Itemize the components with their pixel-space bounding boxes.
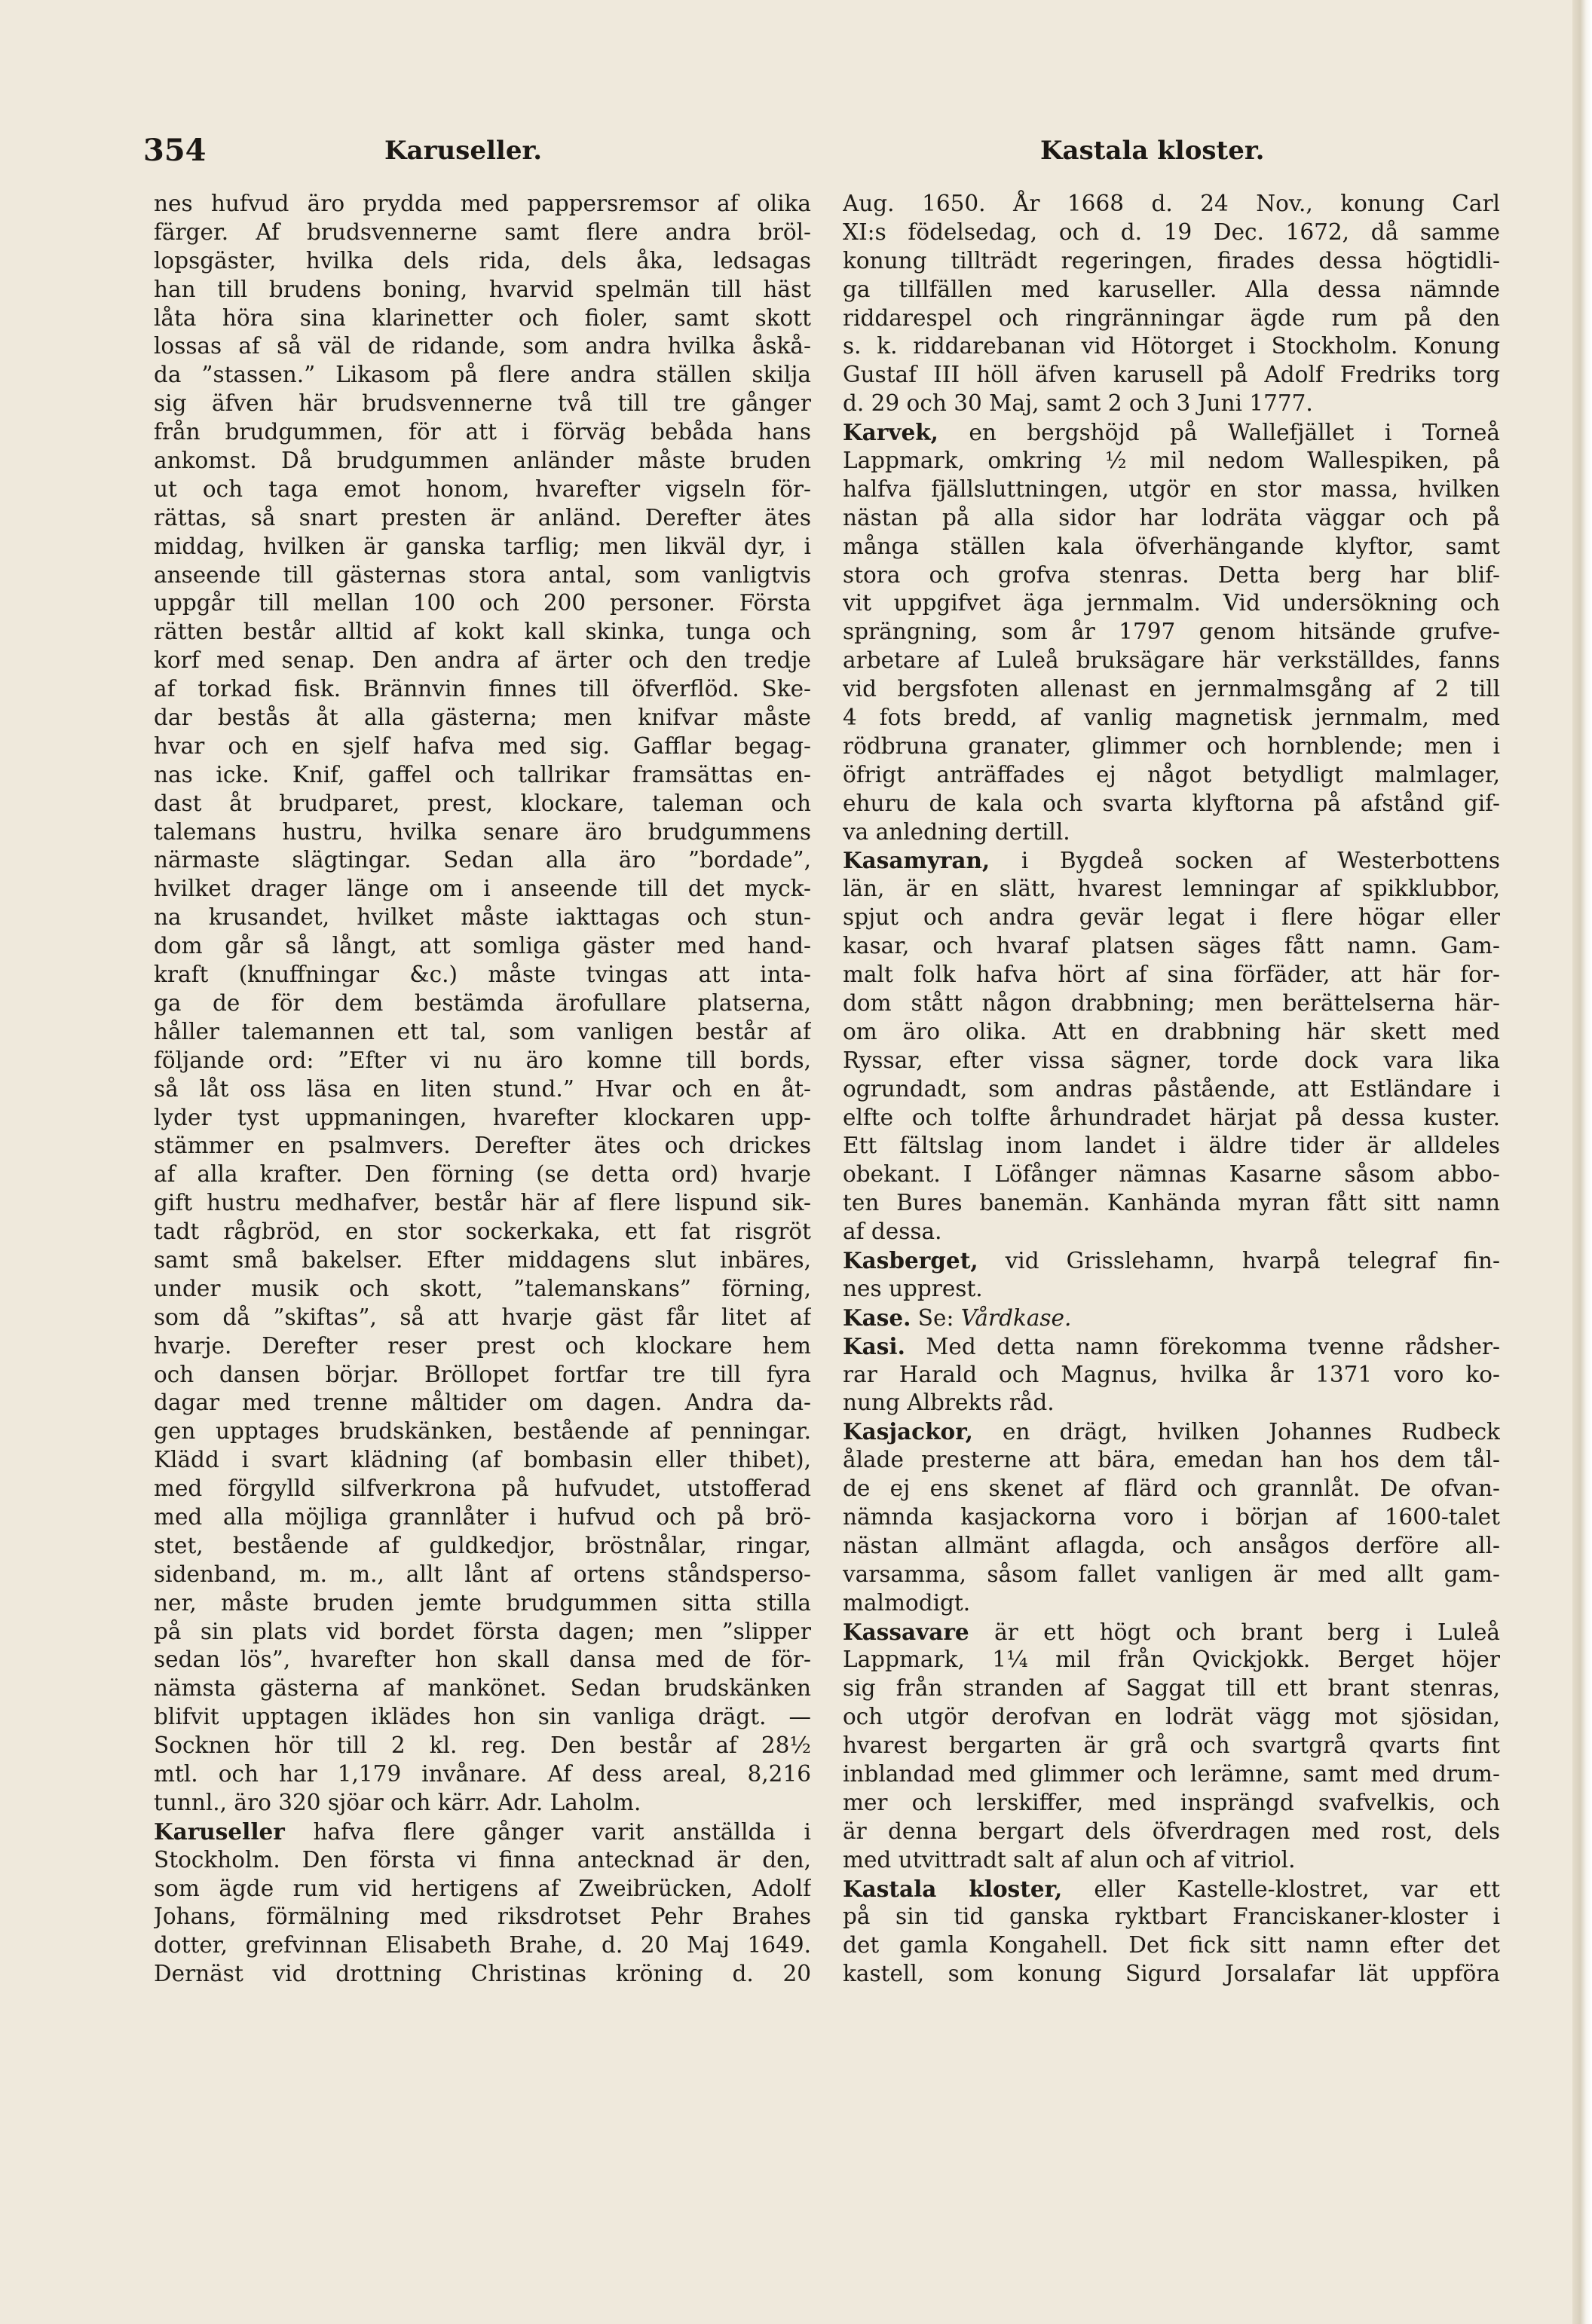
text-line	[843, 1160, 1500, 1189]
line-text: närmaste slägtingar. Sedan alla äro ”bordade”,	[154, 847, 811, 873]
line-text: na krusandet, hvilket måste iakttagas och stun-	[154, 904, 811, 931]
text-line	[154, 1075, 811, 1104]
line-text: Ryssar, efter vissa sägner, torde dock vara lika	[843, 1047, 1500, 1073]
text-line	[154, 190, 811, 219]
text-line	[843, 1818, 1500, 1846]
line-text: sedan lös”, hvarefter hon skall dansa med de för-	[154, 1647, 811, 1673]
text-line	[154, 332, 811, 361]
text-line	[154, 1160, 811, 1189]
line-text: dast åt brudparet, prest, klockare, taleman och	[154, 790, 811, 816]
right-running-title: Kastala kloster.	[1040, 136, 1265, 166]
text-line	[154, 447, 811, 476]
entry-headword: Kassavare	[843, 1618, 969, 1645]
text-line	[154, 1931, 811, 1960]
line-text: kastell, som konung Sigurd Jorsalafar lät uppföra	[843, 1961, 1500, 1987]
line-text: i Bygdeå socken af Westerbottens	[990, 848, 1500, 874]
text-line	[154, 875, 811, 904]
line-text: inblandad med glimmer och lerämne, samt med drum-	[843, 1760, 1500, 1787]
line-text: många ställen kala öfverhängande klyftor, samt	[843, 533, 1500, 559]
line-text: anseende till gästernas stora antal, som vanligtvis	[154, 561, 811, 588]
line-text: lossas af så väl de ridande, som andra hvilka åskå-	[154, 333, 811, 359]
text-line	[843, 247, 1500, 276]
text-line	[843, 932, 1500, 961]
text-line	[154, 1789, 811, 1818]
line-text: malt folk hafva hört af sina förfäder, att här for-	[843, 962, 1500, 988]
line-text: dar bestås åt alla gästerna; men knifvar måste	[154, 705, 811, 731]
line-text: tunnl., äro 320 sjöar och kärr. Adr. Laholm.	[154, 1789, 641, 1815]
line-text: Socknen hör till 2 kl. reg. Den består af 28½	[154, 1732, 811, 1759]
line-text: Ett fältslag inom landet i äldre tider är alldeles	[843, 1133, 1500, 1159]
line-text: vid bergsfoten allenast en jernmalmsgång af 2 till	[843, 676, 1500, 702]
text-line	[154, 818, 811, 847]
line-text: håller talemannen ett tal, som vanligen består af	[154, 1018, 811, 1044]
line-text: Dernäst vid drottning Christinas kröning d. 20	[154, 1961, 811, 1987]
text-line	[154, 1846, 811, 1875]
text-line	[154, 1361, 811, 1390]
entry-start-line	[843, 1875, 1500, 1904]
line-text: sprängning, som år 1797 genom hitsände grufve-	[843, 619, 1500, 645]
text-line	[154, 1018, 811, 1047]
line-text: Gustaf III höll äfven karusell på Adolf Fredriks torg	[843, 362, 1500, 388]
text-line	[843, 332, 1500, 361]
line-text: Stockholm. Den första vi finna antecknad är den,	[154, 1846, 811, 1873]
line-text: Johans, förmälning med riksdrotset Pehr Brahes	[154, 1904, 811, 1930]
text-line	[843, 1389, 1500, 1417]
line-text: han till brudens boning, hvarvid spelmän till häst	[154, 276, 811, 302]
text-line	[843, 504, 1500, 533]
text-line	[154, 1104, 811, 1133]
text-line	[154, 1732, 811, 1760]
text-line	[843, 618, 1500, 647]
line-text: Lappmark, omkring ½ mil nedom Wallespiken, på	[843, 448, 1500, 474]
line-text: med alla möjliga grannlåter i hufvud och på brö-	[154, 1503, 811, 1530]
text-line	[154, 704, 811, 732]
text-line	[843, 1732, 1500, 1760]
text-line	[154, 1561, 811, 1589]
entry-start-line	[843, 418, 1500, 447]
text-line	[154, 561, 811, 590]
text-line	[154, 1503, 811, 1532]
line-text: rödbruna granater, glimmer och hornblende; men i	[843, 732, 1500, 759]
line-text: dagar med trenne måltider om dagen. Andra da-	[154, 1390, 811, 1416]
line-text: ner, måste bruden jemte brudgummen sitta stilla	[154, 1589, 811, 1616]
line-text: blifvit upptagen iklädes hon sin vanliga drägt. —	[154, 1704, 811, 1730]
line-text: följande ord: ”Efter vi nu äro komne till bords,	[154, 1047, 811, 1073]
line-text: Lappmark, 1¼ mil från Qvickjokk. Berget höjer	[843, 1647, 1500, 1673]
text-line	[843, 1189, 1500, 1218]
line-text: det gamla Kongahell. Det fick sitt namn efter det	[843, 1932, 1500, 1959]
line-text: arbetare af Luleå bruksägare här verkställdes, fanns	[843, 647, 1500, 674]
line-text: af alla krafter. Den förning (se detta ord) hvarje	[154, 1161, 811, 1188]
text-line	[154, 1589, 811, 1618]
line-text: ankomst. Då brudgummen anländer måste bruden	[154, 448, 811, 474]
line-text: på sin tid ganska ryktbart Franciskaner-kloster i	[843, 1904, 1500, 1930]
entry-headword: Kasberget,	[843, 1246, 978, 1274]
line-text: d. 29 och 30 Maj, samt 2 och 3 Juni 1777.	[843, 390, 1313, 417]
line-text: som ägde rum vid hertigens af Zweibrücken, Adolf	[154, 1875, 811, 1901]
entry-headword: Kasi.	[843, 1332, 905, 1359]
line-text: samt små bakelser. Efter middagens slut inbäres,	[154, 1246, 811, 1273]
line-text: spjut och andra gevär legat i flere högar eller	[843, 904, 1500, 931]
line-text: hafva flere gånger varit anställda i	[284, 1818, 811, 1845]
text-line	[154, 1618, 811, 1647]
text-line	[843, 361, 1500, 390]
line-text: da ”stassen.” Likasom på flere andra ställen skilja	[154, 362, 811, 388]
entry-headword: Kasjackor,	[843, 1418, 973, 1445]
line-text: rättas, så snart presten är anländ. Derefter ätes	[154, 504, 811, 531]
text-line	[843, 533, 1500, 561]
text-line	[154, 390, 811, 418]
line-text: ut och taga emot honom, hvarefter vigseln för-	[154, 476, 811, 502]
entry-headword: Kastala kloster,	[843, 1875, 1063, 1902]
line-text: nämnda kasjackorna voro i början af 1600-talet	[843, 1503, 1500, 1530]
text-line	[154, 276, 811, 304]
text-line	[154, 219, 811, 247]
line-text: nästan på alla sidor har lodräta väggar och på	[843, 504, 1500, 531]
text-line	[843, 561, 1500, 590]
line-text: lyder tyst uppmaningen, hvarefter klockaren upp-	[154, 1104, 811, 1130]
line-text: ogrundadt, som andras påstående, att Estländare i	[843, 1075, 1500, 1102]
line-text: rar Harald och Magnus, hvilka år 1371 voro ko-	[843, 1361, 1500, 1387]
text-line	[843, 1703, 1500, 1732]
line-text: dom stått någon drabbning; men berättelserna här-	[843, 989, 1500, 1016]
line-text: ehuru de kala och svarta klyftorna på afstånd gif-	[843, 790, 1500, 816]
text-line	[843, 761, 1500, 790]
text-line	[154, 1760, 811, 1789]
line-text: ålade presterne att bära, emedan han hos dem tål-	[843, 1447, 1500, 1473]
line-text: sig äfven här brudsvennerne två till tre gånger	[154, 390, 811, 417]
text-line	[154, 418, 811, 447]
entry-start-line	[843, 1618, 1500, 1647]
line-text: rätten består alltid af kokt kall skinka, tunga och	[154, 619, 811, 645]
line-text: är ett högt och brant berg i Luleå	[969, 1619, 1500, 1645]
text-line	[154, 247, 811, 276]
text-line	[843, 1361, 1500, 1390]
text-line	[154, 675, 811, 704]
line-text: färger. Af brudsvennerne samt flere andra bröl-	[154, 219, 811, 245]
entry-headword: Kasamyran,	[843, 847, 990, 874]
text-line	[154, 1417, 811, 1446]
text-line	[843, 190, 1500, 219]
text-line	[843, 447, 1500, 476]
text-line	[843, 1104, 1500, 1133]
line-text: öfrigt anträffades ej något betydligt malmlager,	[843, 761, 1500, 787]
text-line	[154, 989, 811, 1018]
text-line	[843, 1503, 1500, 1532]
line-text: kasar, och hvaraf platsen säges fått namn. Gam-	[843, 933, 1500, 959]
text-line	[154, 846, 811, 875]
left-running-title: Karuseller.	[384, 136, 543, 166]
line-text: hvar och en sjelf hafva med sig. Gafflar begag-	[154, 732, 811, 759]
text-line	[843, 961, 1500, 989]
text-line	[154, 1189, 811, 1218]
line-text: nes hufvud äro prydda med pappersremsor af olika	[154, 191, 811, 216]
line-text: med utvittradt salt af alun och af vitriol.	[843, 1846, 1296, 1873]
entry-start-line	[843, 1246, 1500, 1275]
page-number: 354	[143, 133, 207, 168]
line-text: mer och lerskiffer, med insprängd svafvelkis, och	[843, 1789, 1500, 1815]
line-text: af torkad fisk. Brännvin finnes till öfverflöd. Ske-	[154, 676, 811, 702]
line-text: gen upptages brudskänken, bestående af penningar.	[154, 1418, 811, 1445]
text-line	[154, 1047, 811, 1075]
text-line	[843, 732, 1500, 761]
entry-headword: Karuseller	[154, 1818, 285, 1845]
text-line	[154, 1218, 811, 1246]
running-header	[143, 133, 1500, 178]
line-text: vid Grisslehamn, hvarpå telegraf fin-	[978, 1247, 1500, 1274]
line-text: nämsta gästerna af mankönet. Sedan brudskänken	[154, 1675, 811, 1702]
line-text: nas icke. Knif, gaffel och tallrikar framsättas en-	[154, 761, 811, 787]
text-line	[154, 304, 811, 333]
text-line	[843, 904, 1500, 932]
text-line	[843, 875, 1500, 904]
text-line	[843, 1674, 1500, 1703]
line-text: sig från stranden af Saggat till ett brant stenras,	[843, 1675, 1500, 1702]
line-text: korf med senap. Den andra af ärter och den tredje	[154, 647, 811, 674]
text-line	[843, 818, 1500, 847]
text-line	[154, 1132, 811, 1160]
line-text: gift hustru medhafver, består här af flere lispund sik-	[154, 1190, 811, 1216]
line-text: under musik och skott, ”talemanskans” förning,	[154, 1275, 811, 1301]
text-line	[843, 1075, 1500, 1104]
line-text: mtl. och har 1,179 invånare. Af dess areal, 8,216	[154, 1760, 811, 1787]
line-text: län, är en slätt, hvarest lemningar af spikklubbor,	[843, 876, 1500, 902]
line-text: eller Kastelle-klostret, var ett	[1062, 1876, 1500, 1902]
line-text: nung Albrekts råd.	[843, 1390, 1055, 1416]
text-line	[843, 1846, 1500, 1875]
text-line	[843, 1275, 1500, 1304]
line-text: låta höra sina klarinetter och fioler, samt skott	[154, 304, 811, 331]
entry-start-line	[843, 846, 1500, 875]
text-line	[154, 647, 811, 675]
line-text: hvarje. Derefter reser prest och klockare hem	[154, 1332, 811, 1359]
line-text: stet, bestående af guldkedjor, bröstnålar, ringar,	[154, 1532, 811, 1558]
text-line	[154, 1275, 811, 1304]
line-text: tadt rågbröd, en stor sockerkaka, ett fat risgröt	[154, 1219, 811, 1245]
text-line	[154, 932, 811, 961]
left-text-column	[154, 190, 811, 1989]
text-line	[154, 1903, 811, 1931]
line-text: vit uppgifvet äga jernmalm. Vid undersökning och	[843, 590, 1500, 616]
text-line	[843, 1589, 1500, 1618]
text-line	[843, 1018, 1500, 1047]
line-text: från brudgummen, för att i förväg bebåda hans	[154, 419, 811, 445]
line-text: de ej ens skenet af flärd och grannlåt. De ofvan-	[843, 1475, 1500, 1502]
text-line	[154, 1332, 811, 1361]
line-text: kraft (knuffningar &c.) måste tvingas att inta-	[154, 962, 811, 988]
text-line	[154, 1446, 811, 1475]
line-text: lopsgäster, hvilka dels rida, dels åka, ledsagas	[154, 247, 811, 274]
cross-reference: Vårdkase.	[960, 1304, 1072, 1331]
line-text: va anledning dertill.	[843, 818, 1070, 845]
text-line	[154, 618, 811, 647]
entry-start-line	[843, 1417, 1500, 1446]
line-text: som då ”skiftas”, så att hvarje gäst får litet af	[154, 1304, 811, 1330]
entry-start-line	[843, 1332, 1500, 1361]
right-text-column	[843, 190, 1500, 1989]
line-text: nes upprest.	[843, 1275, 983, 1301]
text-line	[843, 989, 1500, 1018]
line-text: dom går så långt, att somliga gäster med hand-	[154, 933, 811, 959]
text-line	[843, 276, 1500, 304]
text-line	[843, 304, 1500, 333]
text-line	[843, 675, 1500, 704]
text-line	[154, 790, 811, 818]
text-line	[154, 732, 811, 761]
line-text: och dansen börjar. Bröllopet fortfar tre till fyra	[154, 1361, 811, 1387]
line-text: XI:s födelsedag, och d. 19 Dec. 1672, då samme	[843, 219, 1500, 245]
text-line	[154, 1389, 811, 1417]
text-line	[154, 361, 811, 390]
entry-headword: Karvek,	[843, 419, 938, 446]
entry-headword: Kase.	[843, 1304, 911, 1331]
line-text: Aug. 1650. År 1668 d. 24 Nov., konung Carl	[843, 191, 1500, 216]
line-text: riddarespel och ringränningar ägde rum på den	[843, 304, 1500, 331]
text-line	[843, 589, 1500, 618]
text-line	[843, 1561, 1500, 1589]
line-text: dotter, grefvinnan Elisabeth Brahe, d. 20 Maj 1649.	[154, 1932, 811, 1959]
line-text: malmodigt.	[843, 1589, 971, 1616]
line-text: nästan allmänt aflagda, och ansågos derföre all-	[843, 1532, 1500, 1558]
text-line	[154, 1646, 811, 1674]
text-line	[843, 1132, 1500, 1160]
line-text: Med detta namn förekomma tvenne rådsher-	[905, 1333, 1500, 1359]
line-text: obekant. I Löfånger nämnas Kasarne såsom abbo-	[843, 1161, 1500, 1188]
text-line	[154, 904, 811, 932]
line-text: sidenband, m. m., allt lånt af ortens ståndsperso-	[154, 1561, 811, 1587]
text-line	[843, 1532, 1500, 1561]
line-text: så låt oss läsa en liten stund.” Hvar och en åt-	[154, 1075, 811, 1102]
text-line	[843, 1960, 1500, 1989]
text-line	[154, 1246, 811, 1275]
text-line	[154, 961, 811, 989]
line-text: på sin plats vid bordet första dagen; men ”slipper	[154, 1618, 811, 1644]
text-line	[843, 1646, 1500, 1674]
text-line	[843, 1903, 1500, 1931]
text-line	[843, 219, 1500, 247]
line-text: med förgylld silfverkrona på hufvudet, utstofferad	[154, 1475, 811, 1502]
line-text: s. k. riddarebanan vid Hötorget i Stockholm. Konung	[843, 333, 1500, 359]
line-text: Klädd i svart klädning (af bombasin eller thibet),	[154, 1447, 811, 1473]
text-line	[154, 1875, 811, 1904]
text-line	[154, 1475, 811, 1503]
text-line	[154, 1532, 811, 1561]
text-line	[154, 476, 811, 504]
text-line	[843, 790, 1500, 818]
line-text: middag, hvilken är ganska tarflig; men likväl dyr, i	[154, 533, 811, 559]
line-text: är denna bergart dels öfverdragen med rost, dels	[843, 1818, 1500, 1844]
entry-start-line	[154, 1818, 811, 1846]
text-line	[843, 1446, 1500, 1475]
text-line	[843, 647, 1500, 675]
line-text: varsamma, såsom fallet vanligen är med allt gam-	[843, 1561, 1500, 1587]
text-line	[843, 1218, 1500, 1246]
line-text: konung tillträdt regeringen, firades dessa högtidli-	[843, 247, 1500, 274]
text-line	[154, 589, 811, 618]
text-line	[843, 1760, 1500, 1789]
line-text: ga tillfällen med karuseller. Alla dessa nämnde	[843, 276, 1500, 302]
line-text: stämmer en psalmvers. Derefter ätes och drickes	[154, 1133, 811, 1159]
line-text: och utgör derofvan en lodrät vägg mot sjösidan,	[843, 1704, 1500, 1730]
line-text: en drägt, hvilken Johannes Rudbeck	[972, 1419, 1500, 1445]
line-text: hvarest bergarten är grå och svartgrå qvarts fint	[843, 1732, 1500, 1759]
text-line	[154, 1674, 811, 1703]
line-text: stora och grofva stenras. Detta berg har blif-	[843, 561, 1500, 588]
text-line	[154, 1304, 811, 1332]
text-line	[843, 1931, 1500, 1960]
text-line	[843, 704, 1500, 732]
text-line	[154, 504, 811, 533]
line-text: uppgår till mellan 100 och 200 personer. Första	[154, 590, 811, 616]
text-line	[843, 390, 1500, 418]
entry-start-line	[843, 1304, 1500, 1332]
line-text: ga de för dem bestämda ärofullare platserna,	[154, 989, 811, 1016]
line-text: af dessa.	[843, 1219, 942, 1245]
line-text: Se:	[911, 1304, 961, 1331]
page-edge	[1572, 0, 1592, 2324]
text-line	[843, 1047, 1500, 1075]
line-text: hvilket drager länge om i anseende till det myck-	[154, 876, 811, 902]
text-line	[154, 1703, 811, 1732]
text-line	[843, 476, 1500, 504]
line-text: halfva fjällsluttningen, utgör en stor massa, hvilken	[843, 476, 1500, 502]
text-line	[154, 533, 811, 561]
line-text: ten Bures banemän. Kanhända myran fått sitt namn	[843, 1190, 1500, 1216]
text-line	[154, 761, 811, 790]
text-line	[843, 1789, 1500, 1818]
line-text: en bergshöjd på Wallefjället i Torneå	[938, 420, 1500, 446]
line-text: elfte och tolfte århundradet härjat på dessa kuster.	[843, 1104, 1500, 1130]
text-line	[843, 1475, 1500, 1503]
line-text: om äro olika. Att en drabbning här skett med	[843, 1018, 1500, 1044]
text-line	[154, 1960, 811, 1989]
line-text: talemans hustru, hvilka senare äro brudgummens	[154, 818, 811, 845]
line-text: 4 fots bredd, af vanlig magnetisk jernmalm, med	[843, 705, 1500, 731]
